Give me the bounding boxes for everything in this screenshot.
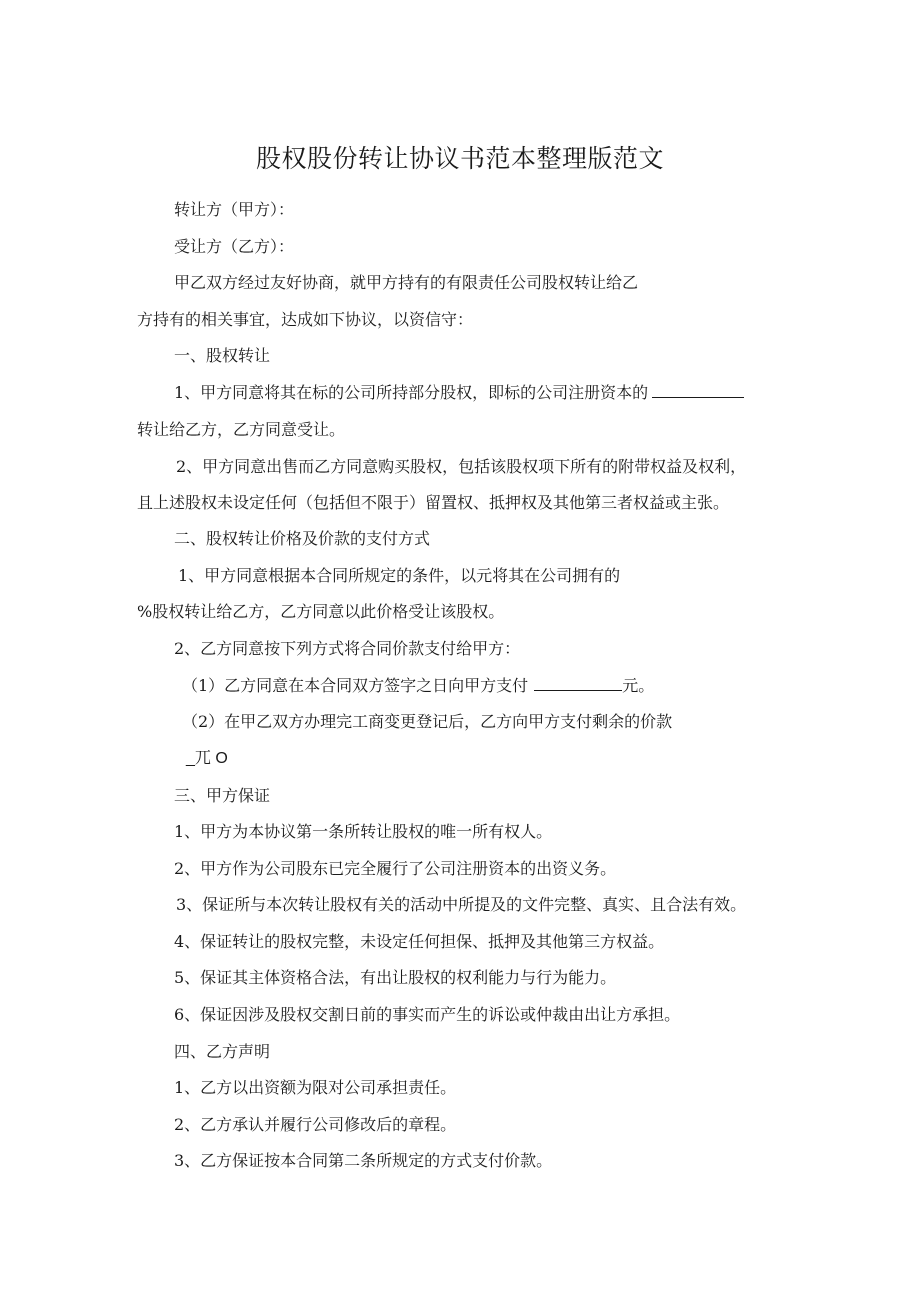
section-2-sub-1-unit: 元。 [622,676,655,695]
section-4-item: 1、乙方以出资额为限对公司承担责任。 [174,1078,457,1097]
section-2-sub-2-tail: _兀 O [186,750,228,767]
section-3-item: 1、甲方为本协议第一条所转让股权的唯一所有权人。 [174,822,553,841]
intro-line-2: 方持有的相关事宜，达成如下协议，以资信守： [137,310,474,329]
document-title: 股权股份转让协议书范本整理版范文 [255,144,664,173]
section-1-item-1-line-1 [174,383,744,403]
section-3-item: 6、保证因涉及股权交割日前的事实而产生的诉讼或仲裁由出让方承担。 [174,1005,681,1024]
section-3-item: 2、甲方作为公司股东已完全履行了公司注册资本的出资义务。 [174,859,617,878]
section-2-item-1-line-2: %股权转让给乙方，乙方同意以此价格受让该股权。 [137,602,505,621]
section-1-item-1-text: 1、甲方同意将其在标的公司所持部分股权，即标的公司注册资本的 [174,383,649,402]
section-4-item: 3、乙方保证按本合同第二条所规定的方式支付价款。 [174,1151,553,1170]
registered-capital-blank [652,383,744,398]
section-4-heading: 四、乙方声明 [174,1042,271,1061]
section-2-sub-2: （2）在甲乙双方办理完工商变更登记后，乙方向甲方支付剩余的价款 [182,712,673,731]
section-2-heading: 二、股权转让价格及价款的支付方式 [174,529,431,548]
payment-amount-blank [534,676,622,691]
section-1-heading: 一、股权转让 [174,346,271,365]
section-1-item-1-line-2: 转让给乙方，乙方同意受让。 [137,420,346,439]
section-3-heading: 三、甲方保证 [174,786,271,805]
transferee-label: 受让方（乙方）： [174,237,295,256]
section-3-item: 4、保证转让的股权完整，未设定任何担保、抵押及其他第三方权益。 [174,932,665,951]
transferor-label: 转让方（甲方）： [174,200,295,219]
section-2-sub-1-text: （1）乙方同意在本合同双方签字之日向甲方支付 [182,676,529,695]
section-1-item-2-line-2: 且上述股权未设定任何（包括但不限于）留置权、抵押权及其他第三者权益或主张。 [137,493,730,512]
section-2-sub-1 [182,676,654,696]
section-3-item: 5、保证其主体资格合法，有出让股权的权利能力与行为能力。 [174,968,617,987]
section-3-item: 3、保证所与本次转让股权有关的活动中所提及的文件完整、真实、且合法有效。 [176,895,747,914]
section-2-item-2: 2、乙方同意按下列方式将合同价款支付给甲方： [174,639,521,658]
section-1-item-2-line-1: 2、甲方同意出售而乙方同意购买股权，包括该股权项下所有的附带权益及权利， [176,457,747,476]
section-4-item: 2、乙方承认并履行公司修改后的章程。 [174,1115,457,1134]
section-2-item-1-line-1: 1、甲方同意根据本合同所规定的条件，以元将其在公司拥有的 [178,566,621,585]
intro-line-1: 甲乙双方经过友好协商，就甲方持有的有限责任公司股权转让给乙 [174,273,639,292]
